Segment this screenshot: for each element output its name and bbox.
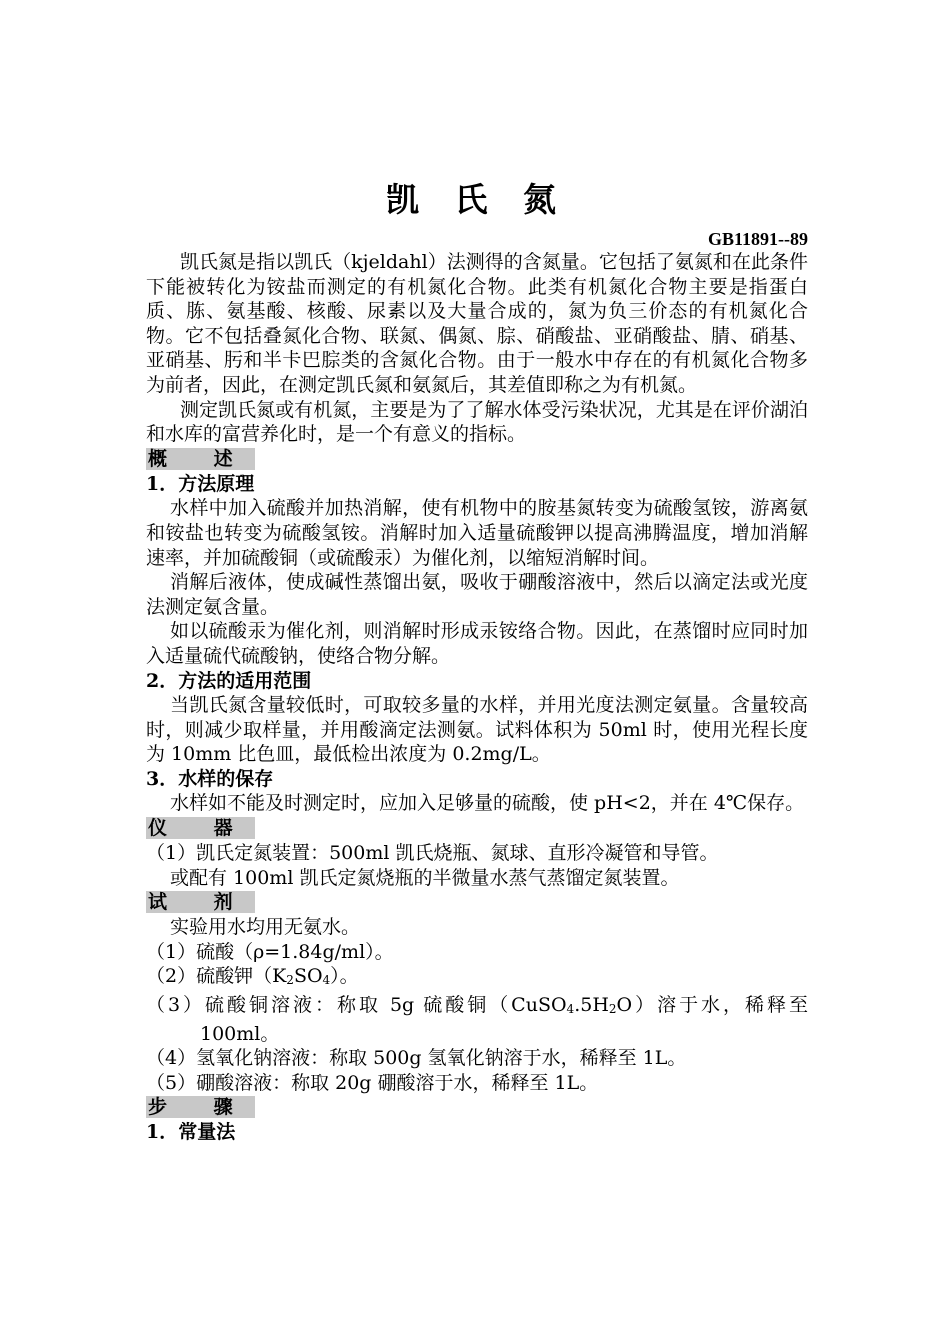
apparatus-item-2: 或配有 100ml 凯氏定氮烧瓶的半微量水蒸气蒸馏定氮装置。 [170,866,680,889]
reagent-item-1: （1）硫酸（ρ=1.84g/ml）。 [146,940,394,963]
reagents-note: 实验用水均用无氨水。 [170,916,361,939]
storage-paragraph: 水样如不能及时测定时，应加入足够量的硫酸，使 pH<2，并在 4℃保存。 [170,792,805,815]
subheading-storage: 3．水样的保存 [146,767,274,790]
document-page [146,180,808,1145]
subheading-macro-method: 1．常量法 [146,1121,236,1144]
principle-paragraph-1: 水样中加入硫酸并加热消解，使有机物中的胺基氮转变为硫酸氢铵，游离氨和铵盐也转变为硫酸氢铵。消解时加入适量硫酸钾以提高沸腾温度，增加消解速率，并加硫酸铜（或硫酸汞）为催化剂，以缩短消解时间。 [146,497,808,569]
apparatus-item-1: （1）凯氏定氮装置：500ml 凯氏烧瓶、氮球、直形冷凝管和导管。 [146,842,719,865]
reagent-item-5: （5）硼酸溶液：称取 20g 硼酸溶于水，稀释至 1L。 [146,1071,599,1094]
intro-paragraph-2: 测定凯氏氮或有机氮，主要是为了了解水体受污染状况，尤其是在评价湖泊和水库的富营养化时，是一个有意义的指标。 [146,398,808,446]
scope-paragraph: 当凯氏氮含量较低时，可取较多量的水样，并用光度法测定氨量。含量较高时，则减少取样量，并用酸滴定法测氨。试料体积为 50ml 时，使用光程长度为 10mm 比色皿，最低检出浓度为 0.2mg/L。 [146,694,808,766]
section-heading-procedure: 步 骤 [148,1096,253,1119]
document-title: 凯 氏 氮 [386,180,568,219]
intro-paragraph-1: 凯氏氮是指以凯氏（kjeldahl）法测得的含氮量。它包括了氨氮和在此条件下能被转化为铵盐而测定的有机氮化合物。此类有机氮化合物主要是指蛋白质、胨、氨基酸、核酸、尿素以及大量合成的，氮为负三价态的有机氮化合物。它不包括叠氮化合物、联氮、偶氮、腙、硝酸盐、亚硝酸盐、腈、硝基、亚硝基、肟和半卡巴腙类的含氮化合物。由于一般水中存在的有机氮化合物多为前者，因此，在测定凯氏氮和氨氮后，其差值即称之为有机氮。 [146,251,808,396]
subheading-scope: 2．方法的适用范围 [146,669,312,692]
reagent-item-4: （4）氢氧化钠溶液：称取 500g 氢氧化钠溶于水，稀释至 1L。 [146,1047,687,1070]
subheading-principle: 1．方法原理 [146,472,255,495]
section-heading-reagents: 试 剂 [148,891,253,914]
reagent-item-3: （3）硫酸铜溶液：称取 5g 硫酸铜$(CuSO_4.5H_2O)$溶于水，稀释至 100ml。 [146,994,808,1045]
section-heading-overview: 概 述 [148,447,253,470]
section-heading-apparatus: 仪 器 [148,817,253,840]
standard-number: GB11891--89 [707,229,808,249]
principle-paragraph-2: 消解后液体，使成碱性蒸馏出氨，吸收于硼酸溶液中，然后以滴定法或光度法测定氨含量。 [146,571,808,618]
principle-paragraph-3: 如以硫酸汞为催化剂，则消解时形成汞铵络合物。因此，在蒸馏时应同时加入适量硫代硫酸钠，使络合物分解。 [146,620,808,667]
reagent-item-2: （2）硫酸钾$(K_2SO_4)$。 [146,965,359,988]
